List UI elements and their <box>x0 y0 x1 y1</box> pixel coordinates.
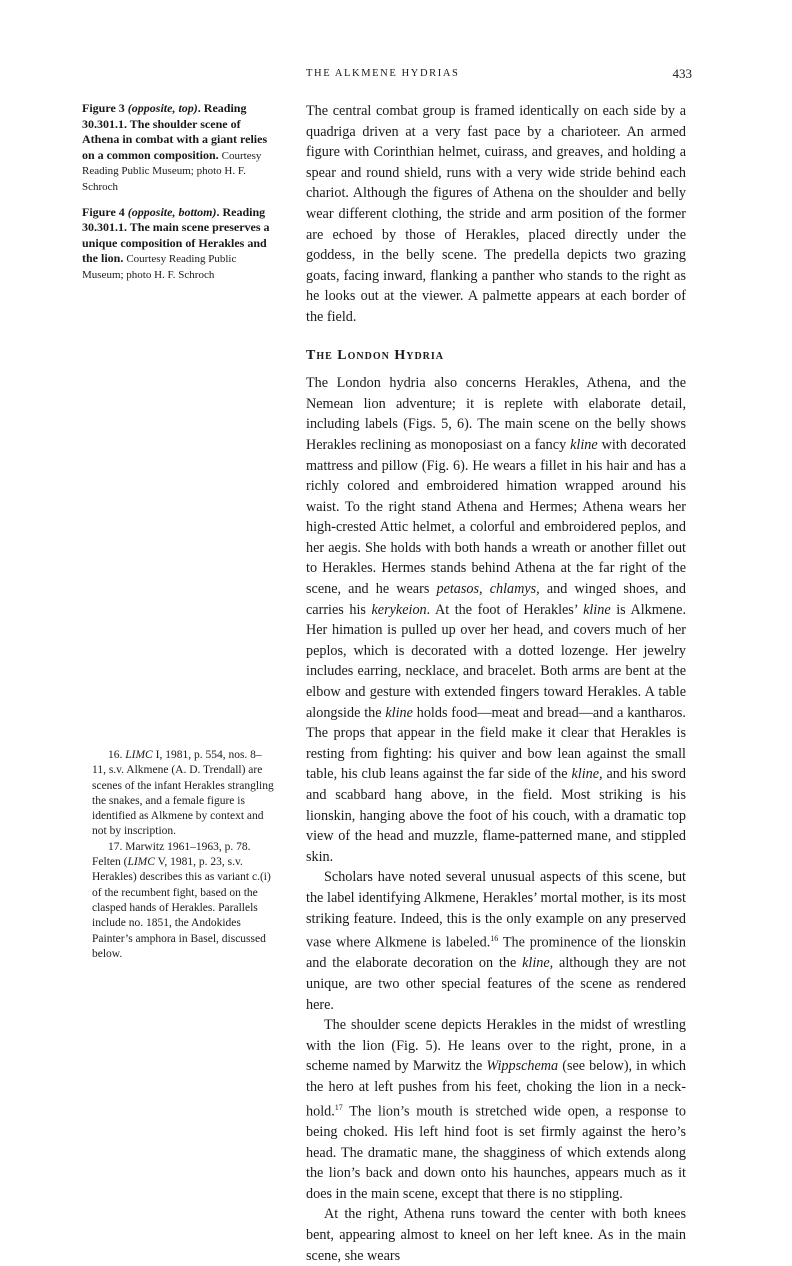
figure-3-label: Figure 3 <box>82 101 128 115</box>
paragraph-scholars: Scholars have noted several unusual aspects of this scene, but the label identifying Alkmene, Herakles’ mortal mother, is its most striking feature. Indeed, this is the only example on any preserved vase where Alkmene is labeled.$^{16}$ The prominence of the lionskin and the elaborate decoration on the kline, although they are not unique, are two other special features of the scene as rendered here. <box>306 869 686 1013</box>
figure-4-caption <box>82 205 272 283</box>
footnotes <box>92 748 274 962</box>
paragraph-athena: At the right, Athena runs toward the center with both knees bent, appearing almost to kneel on her left knee. As in the main scene, she wears <box>306 1206 686 1264</box>
paragraph-shoulder-scene: The shoulder scene depicts Herakles in the midst of wrestling with the lion (Fig. 5). He leans over to the right, prone, in a scheme named by Marwitz the Wippschema (see below), in which the hero at left pushes from his feet, choking the lion in a neck-hold.$^{17}$ The lion’s mouth is stretched wide open, a response to being choked. His left hind foot is set firmly against the hero’s head. The dramatic mane, the shagginess of which extends along the lion’s back and down onto his haunches, appears much as it does in the main scene, except that there is no stippling. <box>306 1017 686 1202</box>
figure-3-caption <box>82 101 272 195</box>
figure-4-description: . Reading 30.301.1. The main scene preserves a unique composition of Herakles and the lion. <box>82 204 270 266</box>
page-number: 433 <box>672 66 692 81</box>
footnote-16: 16. LIMC I, 1981, p. 554, nos. 8–11, s.v. Alkmene (A. D. Trendall) are scenes of the infant Herakles strangling the snakes, and a female figure is identified as Alkmene by context and not by inscription. <box>92 749 274 838</box>
intro-paragraph: The central combat group is framed identically on each side by a quadriga driven at a very fast pace by a charioteer. An armed figure with Corinthian helmet, cuirass, and greaves, and holding a spear and round shield, runs with a very wide stride behind each chariot. Although the figures of Athena on the shoulder and belly wear different clothing, the stride and arm position of the former are echoed by those of Herakles, placed directly under the goddess, in the belly scene. The predella depicts two grazing goats, facing inward, flanking a panther who stands to the right as he looks out at the viewer. A palmette appears at each border of the field. <box>306 103 686 325</box>
figure-3-position: (opposite, top) <box>127 101 198 115</box>
running-head: THE ALKMENE HYDRIAS <box>306 68 460 79</box>
paragraph-london-hydria: The London hydria also concerns Herakles, Athena, and the Nemean lion adventure; it is replete with elaborate detail, including labels (Figs. 5, 6). The main scene on the belly shows Herakles reclining as monoposiast on a fancy kline with decorated mattress and pillow (Fig. 6). He wears a fillet in his hair and has a richly colored and embroidered himation wrapped around his waist. To the right stand Athena and Hermes; Athena wears her high-crested Attic helmet, a colorful and embroidered peplos, and her aegis. She holds with both hands a wreath or another fillet out to Herakles. Hermes stands behind Athena at the far right of the scene, and he wears petasos, chlamys, and winged shoes, and carries his kerykeion. At the foot of Herakles’ kline is Alkmene. Her himation is pulled up over her head, and covers much of her peplos, which is decorated with a dotted lozenge. Her jewelry includes earring, necklace, and bracelet. Both arms are bent at the elbow and gesture with extended fingers toward Herakles. A table alongside the kline holds food—meat and bread—and a kantharos. The props that appear in the field make it clear that Herakles is resting from fighting: his quiver and bow lean against the small table, his club leans against the far side of the kline, and his sword and scabbard hang above, in the field. Most striking is his lionskin, hanging above the foot of his couch, with a dramatic top view of the head and muzzle, flame-patterned mane, and stippled skin. <box>306 375 686 865</box>
figure-captions <box>82 101 272 293</box>
figure-4-credit: Courtesy Reading Public Museum; photo H. F. Schroch <box>82 253 237 281</box>
figure-4-label: Figure 4 <box>82 204 128 219</box>
footnote-17: 17. Marwitz 1961–1963, p. 78. Felten (LIMC V, 1981, p. 23, s.v. Herakles) describes this as variant c.(i) of the recumbent fight, based on the clasped hands of Herakles. Parallels include no. 1851, the Andokides Painter’s amphora in Basel, discussed below. <box>92 840 271 960</box>
main-text <box>306 101 686 1266</box>
footnote-ref-17[interactable]: 17 <box>334 1102 343 1112</box>
figure-4-position: (opposite, bottom) <box>127 204 217 219</box>
figure-3-credit: Courtesy Reading Public Museum; photo H. F. Schroch <box>82 149 262 193</box>
figure-3-description: . Reading 30.301.1. The shoulder scene of Athena in combat with a giant relies on a common composition. <box>82 101 268 162</box>
footnote-ref-16[interactable]: 16 <box>490 934 499 944</box>
section-heading: The London Hydria <box>306 347 445 363</box>
